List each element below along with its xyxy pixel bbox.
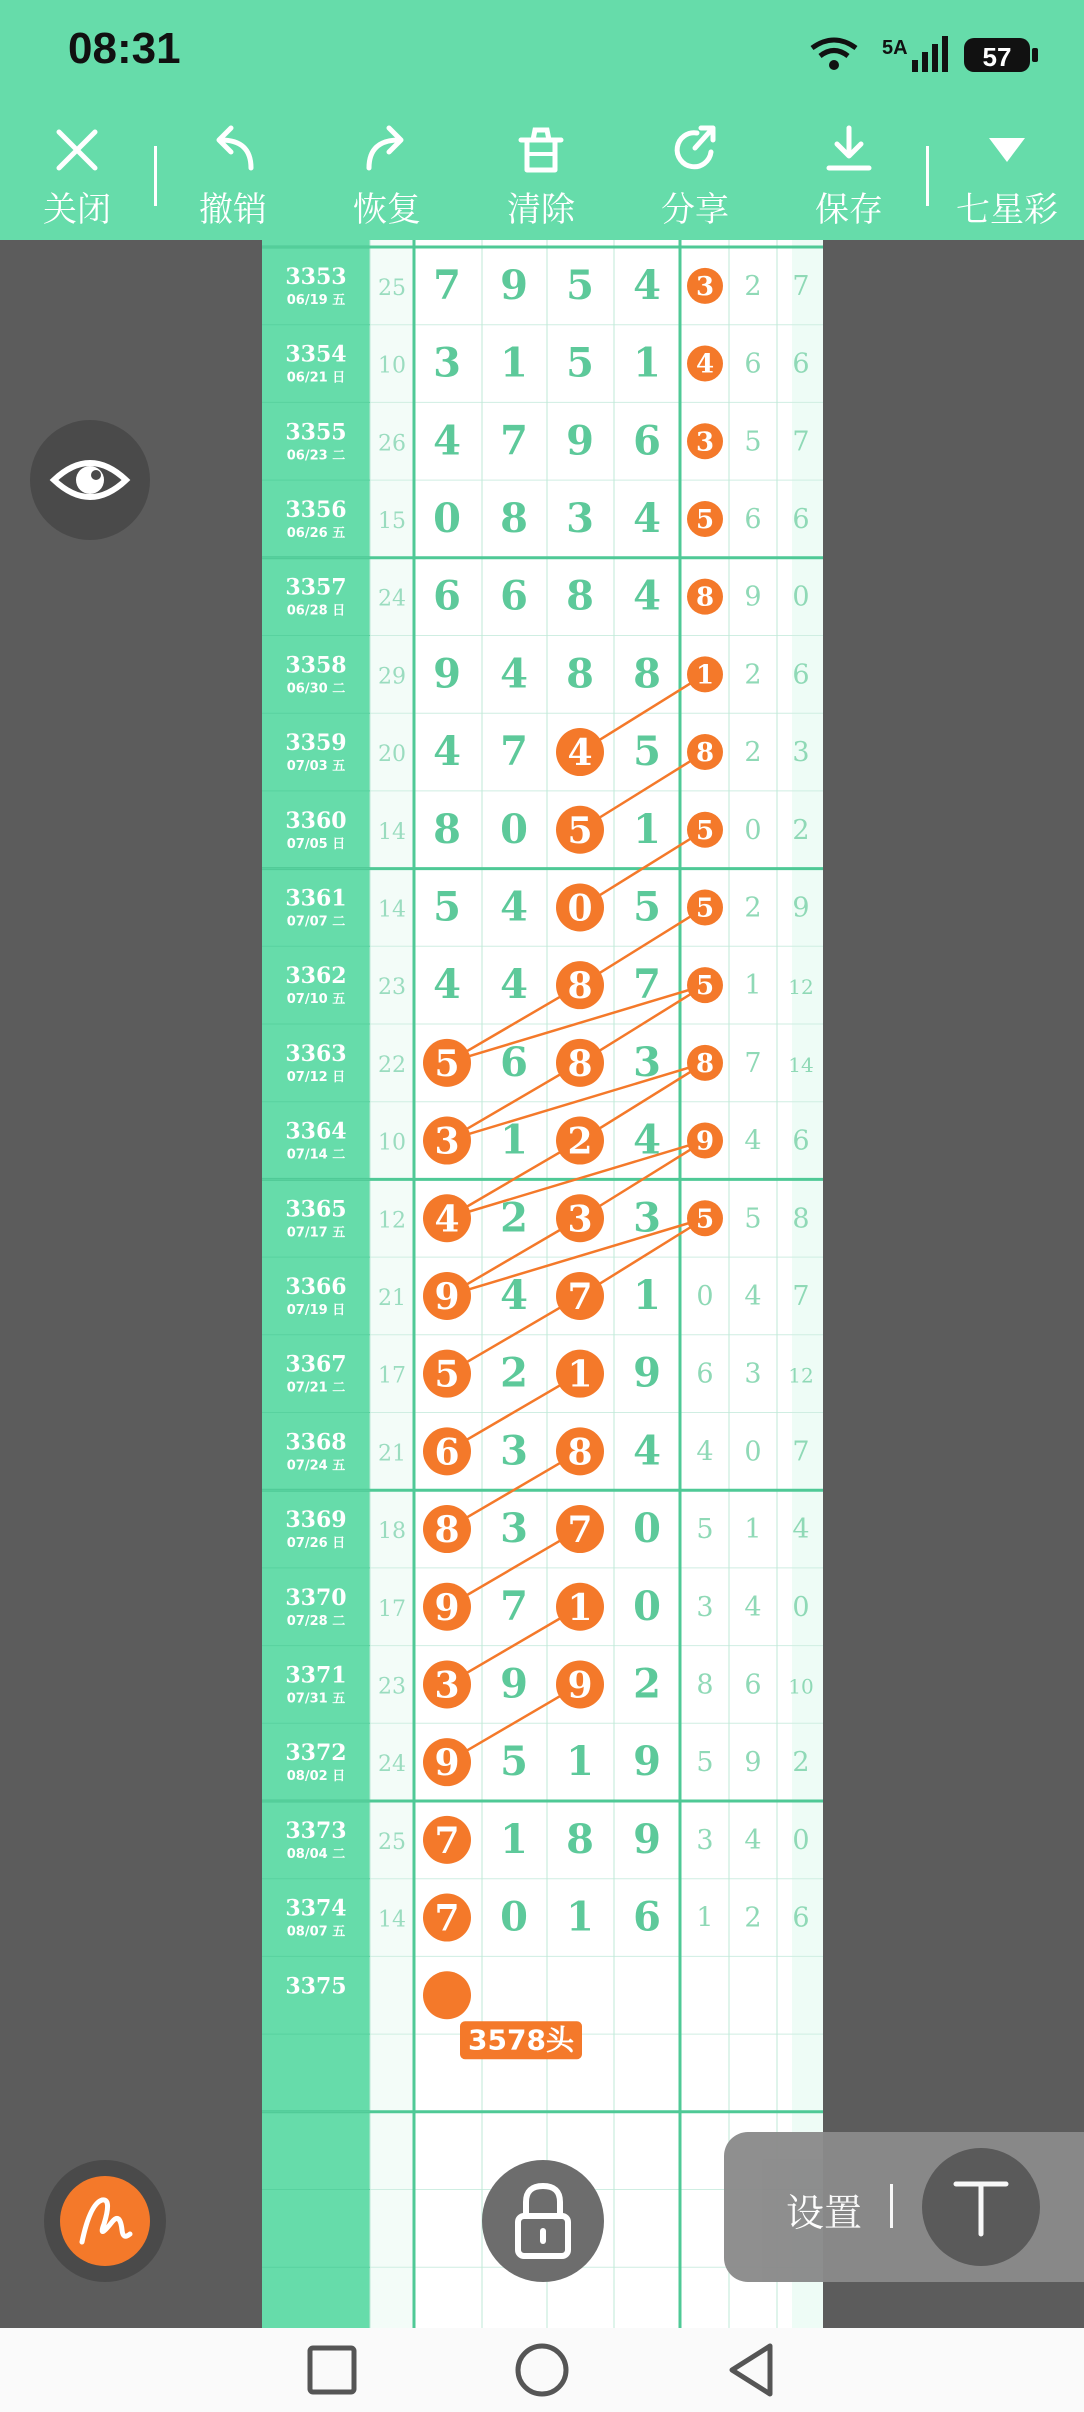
marked-digit: 1 [567,1353,593,1396]
trash-icon [513,122,569,178]
digit-value: 2 [500,1194,528,1242]
digit-value: 5 [633,883,661,931]
settings-divider [890,2184,893,2228]
digit-value: 6 [500,1038,528,1086]
digit-value: 8 [566,650,594,698]
clear-label: 清除 [507,190,575,230]
tail-value: 2 [744,892,762,924]
digit-value: 0 [433,494,461,542]
marked-digit: 8 [567,965,593,1008]
digit-value: 7 [433,261,461,309]
digit-value: 5 [633,728,661,776]
sum-value: 10 [378,1130,406,1156]
issue-number: 3353 [285,263,347,290]
issue-date: 07/14 二 [286,1147,346,1163]
digit-value: 4 [433,961,461,1009]
digit-value: 3 [633,1194,661,1242]
network-type: 5A [882,37,908,59]
tail-value: 4 [696,1436,714,1468]
digit-value: 7 [500,1582,528,1630]
digit-value: 8 [633,650,661,698]
tail-value: 2 [792,814,810,846]
tail-value: 6 [792,348,810,380]
trend-chart[interactable] [262,240,823,2328]
issue-number: 3367 [285,1351,347,1378]
sum-value: 24 [378,586,406,612]
system-nav-bar [0,2328,1084,2412]
visibility-toggle-button[interactable] [30,420,150,540]
tail-value: 2 [744,270,762,302]
tail-value: 4 [744,1280,762,1312]
digit-value: 6 [433,572,461,620]
sum-value: 29 [378,664,406,690]
marked-digit: 8 [567,1042,593,1085]
marked-tail-digit: 4 [695,349,715,380]
issue-number: 3375 [285,1973,347,2000]
issue-date: 07/21 二 [286,1380,346,1396]
digit-value: 4 [433,417,461,465]
marked-digit: 6 [434,1431,460,1474]
sum-value: 14 [378,897,406,923]
digit-value: 4 [633,494,661,542]
digit-value: 7 [500,728,528,776]
marked-tail-digit: 8 [695,738,715,769]
digit-value: 0 [633,1505,661,1553]
digit-value: 1 [633,339,661,387]
issue-date: 06/23 二 [286,448,346,464]
sum-value: 18 [378,1519,406,1545]
tail-value: 9 [792,892,810,924]
tail-value: 7 [792,1280,810,1312]
digit-value: 2 [500,1349,528,1397]
tail-value: 8 [792,1203,810,1235]
marked-tail-digit: 1 [695,660,715,691]
tail-value: 6 [744,503,762,535]
wifi-icon [812,40,856,70]
sum-value: 21 [378,1441,406,1467]
marked-digit: 5 [434,1353,460,1396]
tail-value: 0 [696,1280,714,1312]
issue-date: 07/07 二 [286,914,346,930]
digit-value: 1 [500,1815,528,1863]
issue-date: 08/07 五 [286,1924,346,1940]
marked-tail-digit: 8 [695,1048,715,1079]
digit-value: 5 [566,339,594,387]
marked-digit: 9 [434,1586,460,1629]
tail-value: 7 [792,426,810,458]
marked-digit: 4 [567,732,593,775]
sum-value: 17 [378,1363,406,1389]
tail-value: 4 [744,1824,762,1856]
tail-value: 3 [744,1358,762,1390]
sum-value: 14 [378,819,406,845]
recents-icon[interactable] [302,2340,362,2400]
tail-value: 6 [744,348,762,380]
issue-number: 3357 [285,574,347,601]
digit-value: 3 [633,1038,661,1086]
digit-value: 4 [433,728,461,776]
marked-digit: 5 [434,1042,460,1085]
battery-level: 57 [982,42,1012,72]
issue-number: 3366 [285,1273,347,1300]
issue-date: 07/28 二 [286,1613,346,1629]
redo-button[interactable] [322,116,452,234]
digit-value: 9 [566,417,594,465]
status-icons [804,30,1044,80]
sum-value: 20 [378,742,406,768]
digit-value: 1 [566,1893,594,1941]
marked-digit: 7 [434,1897,460,1940]
digit-value: 4 [500,650,528,698]
issue-date: 07/26 日 [286,1536,346,1552]
sum-value: 17 [378,1596,406,1622]
issue-number: 3355 [285,419,347,446]
issue-date: 07/12 日 [286,1069,346,1085]
digit-value: 0 [500,1893,528,1941]
tail-value: 2 [744,737,762,769]
tail-value: 6 [792,1902,810,1934]
issue-date: 08/02 日 [286,1769,346,1785]
text-t-icon [922,2148,1040,2266]
draw-button-face [60,2176,150,2266]
issue-date: 07/10 五 [286,992,346,1008]
digit-value: 7 [633,961,661,1009]
tail-value: 0 [792,1591,810,1623]
digit-value: 6 [500,572,528,620]
back-icon[interactable] [722,2340,782,2400]
issue-date: 07/17 五 [286,1225,346,1241]
issue-number: 3369 [285,1507,347,1534]
share-label: 分享 [661,190,729,230]
marked-digit: 2 [567,1120,593,1163]
share-button[interactable] [630,116,760,234]
marked-tail-digit: 5 [695,893,715,924]
toolbar-divider [154,146,157,206]
marked-digit: 9 [567,1664,593,1707]
sum-value: 14 [378,1907,406,1933]
tail-value: 8 [696,1669,714,1701]
marked-digit: 7 [434,1819,460,1862]
marked-digit: 8 [567,1431,593,1474]
eye-icon [30,420,150,540]
tail-value: 3 [792,737,810,769]
marked-tail-digit: 9 [695,1126,715,1157]
marked-tail-digit: 3 [695,427,715,458]
issue-number: 3358 [285,652,347,679]
tail-value: 1 [696,1902,714,1934]
digit-value: 3 [500,1505,528,1553]
issue-date: 07/31 五 [286,1691,346,1707]
tail-value: 6 [792,659,810,691]
issue-date: 07/05 日 [286,836,346,852]
tail-value: 5 [696,1514,714,1546]
settings-button[interactable]: 设置 [786,2191,863,2235]
digit-value: 4 [633,261,661,309]
digit-value: 6 [633,417,661,465]
close-label: 关闭 [43,190,111,230]
digit-value: 3 [433,339,461,387]
issue-number: 3374 [285,1895,347,1922]
issue-number: 3360 [285,807,347,834]
marked-digit: 7 [567,1509,593,1552]
lock-button[interactable] [482,2160,604,2282]
trend-chart-canvas[interactable] [262,240,823,2328]
issue-number: 3364 [285,1118,347,1145]
issue-date: 07/19 日 [286,1302,346,1318]
digit-value: 9 [500,261,528,309]
tail-value: 10 [788,1674,814,1699]
dropdown-triangle-icon [979,122,1035,178]
tail-value: 4 [744,1125,762,1157]
close-button[interactable] [12,116,142,234]
battery-icon [964,38,1038,72]
digit-value: 9 [500,1660,528,1708]
digit-value: 0 [633,1582,661,1630]
lottery-type-label: 七星彩 [956,190,1058,230]
sum-column-background [370,240,414,2328]
digit-value: 9 [633,1738,661,1786]
clock: 08:31 [68,24,181,73]
digit-value: 5 [433,883,461,931]
marked-tail-digit: 5 [695,504,715,535]
text-tool-button[interactable] [922,2148,1040,2266]
tail-value: 12 [788,1363,814,1388]
issue-number: 3373 [285,1817,347,1844]
tail-value: 1 [744,970,762,1002]
lottery-type-selector[interactable] [942,116,1072,234]
marked-tail-digit: 5 [695,815,715,846]
marked-digit: 1 [567,1586,593,1629]
tail-value: 7 [792,270,810,302]
digit-area-background [414,240,792,2328]
sum-value: 26 [378,431,406,457]
sum-value: 22 [378,1052,406,1078]
next-marker-circle [423,1971,471,2019]
issue-date: 07/24 五 [286,1458,346,1474]
marked-tail-digit: 3 [695,271,715,302]
tail-value: 6 [792,1125,810,1157]
digit-value: 9 [633,1349,661,1397]
clear-button[interactable] [476,116,606,234]
next-marker-label: 3578头 [468,2023,574,2057]
tail-value: 3 [696,1824,714,1856]
tail-value: 3 [696,1591,714,1623]
toolbar-divider [926,146,929,206]
digit-value: 4 [633,1427,661,1475]
marked-digit: 8 [434,1509,460,1552]
issue-date: 07/03 五 [286,759,346,775]
marked-tail-digit: 5 [695,971,715,1002]
tail-value: 9 [744,1747,762,1779]
issue-number: 3371 [285,1662,347,1689]
digit-value: 1 [633,805,661,853]
redo-label: 恢复 [353,190,421,230]
digit-value: 3 [500,1427,528,1475]
redo-icon [359,122,415,178]
digit-value: 6 [633,1893,661,1941]
tail-value: 6 [792,503,810,535]
marked-digit: 5 [567,809,593,852]
marked-digit: 3 [434,1664,460,1707]
tail-value: 9 [744,581,762,613]
digit-value: 8 [566,572,594,620]
issue-number: 3372 [285,1740,347,1767]
marked-digit: 0 [567,887,593,930]
tail-value: 4 [744,1591,762,1623]
digit-value: 1 [500,1116,528,1164]
tail-value: 0 [792,1824,810,1856]
sum-value: 15 [378,508,406,534]
home-icon[interactable] [512,2340,572,2400]
save-label: 保存 [815,190,883,230]
sum-value: 25 [378,1829,406,1855]
tail-value: 0 [744,814,762,846]
marked-digit: 7 [567,1275,593,1318]
marked-digit: 3 [567,1198,593,1241]
tail-value: 2 [744,1902,762,1934]
tail-value: 7 [744,1047,762,1079]
draw-button[interactable] [44,2160,166,2282]
marked-digit: 9 [434,1275,460,1318]
digit-value: 1 [566,1738,594,1786]
sum-value: 24 [378,1752,406,1778]
download-icon [821,122,877,178]
issue-number: 3361 [285,885,347,912]
settings-panel [724,2132,1084,2282]
marked-tail-digit: 8 [695,582,715,613]
marked-digit: 3 [434,1120,460,1163]
sum-value: 23 [378,975,406,1001]
marked-digit: 9 [434,1742,460,1785]
issue-number: 3368 [285,1429,347,1456]
issue-date: 06/28 日 [286,603,346,619]
sum-value: 12 [378,1208,406,1234]
issue-number: 3359 [285,730,347,757]
undo-button[interactable] [168,116,298,234]
status-bar [0,0,1084,108]
digit-value: 9 [433,650,461,698]
digit-value: 2 [633,1660,661,1708]
issue-date: 08/04 二 [286,1846,346,1862]
digit-value: 1 [633,1271,661,1319]
issue-number: 3363 [285,1040,347,1067]
signal-icon [912,36,948,72]
digit-value: 9 [633,1815,661,1863]
digit-value: 8 [433,805,461,853]
close-icon [49,122,105,178]
issue-number: 3370 [285,1584,347,1611]
tail-value: 1 [744,1514,762,1546]
tail-value: 2 [792,1747,810,1779]
marked-digit: 4 [434,1198,460,1241]
undo-icon [205,122,261,178]
sum-value: 21 [378,1285,406,1311]
digit-value: 4 [500,883,528,931]
tail-value: 4 [792,1514,810,1546]
lock-icon [482,2160,604,2282]
tail-value: 7 [792,1436,810,1468]
issue-number: 3356 [285,496,347,523]
digit-value: 4 [500,1271,528,1319]
tail-value: 14 [788,1052,814,1077]
tail-value: 0 [744,1436,762,1468]
digit-value: 7 [500,417,528,465]
digit-value: 5 [500,1738,528,1786]
sum-value: 25 [378,275,406,301]
marked-tail-digit: 5 [695,1204,715,1235]
digit-value: 4 [500,961,528,1009]
digit-value: 1 [500,339,528,387]
tail-value: 6 [696,1358,714,1390]
digit-value: 0 [500,805,528,853]
tail-value: 5 [696,1747,714,1779]
digit-value: 4 [633,572,661,620]
digit-value: 5 [566,261,594,309]
tail-value: 5 [744,426,762,458]
undo-label: 撤销 [199,190,267,230]
issue-date: 06/19 五 [286,292,346,308]
tail-value: 2 [744,659,762,691]
digit-value: 8 [500,494,528,542]
issue-number: 3362 [285,963,347,990]
issue-date: 06/26 五 [286,525,346,541]
issue-number: 3354 [285,341,347,368]
digit-value: 4 [633,1116,661,1164]
share-icon [667,122,723,178]
issue-number: 3365 [285,1196,347,1223]
tail-value: 12 [788,975,814,1000]
tail-value: 5 [744,1203,762,1235]
scribble-icon [60,2176,150,2266]
save-button[interactable] [784,116,914,234]
sum-value: 10 [378,353,406,379]
issue-date: 06/30 二 [286,681,346,697]
toolbar [0,108,1084,240]
digit-value: 8 [566,1815,594,1863]
tail-value: 0 [792,581,810,613]
sum-value: 23 [378,1674,406,1700]
digit-value: 3 [566,494,594,542]
issue-date: 06/21 日 [286,370,346,386]
tail-value: 6 [744,1669,762,1701]
